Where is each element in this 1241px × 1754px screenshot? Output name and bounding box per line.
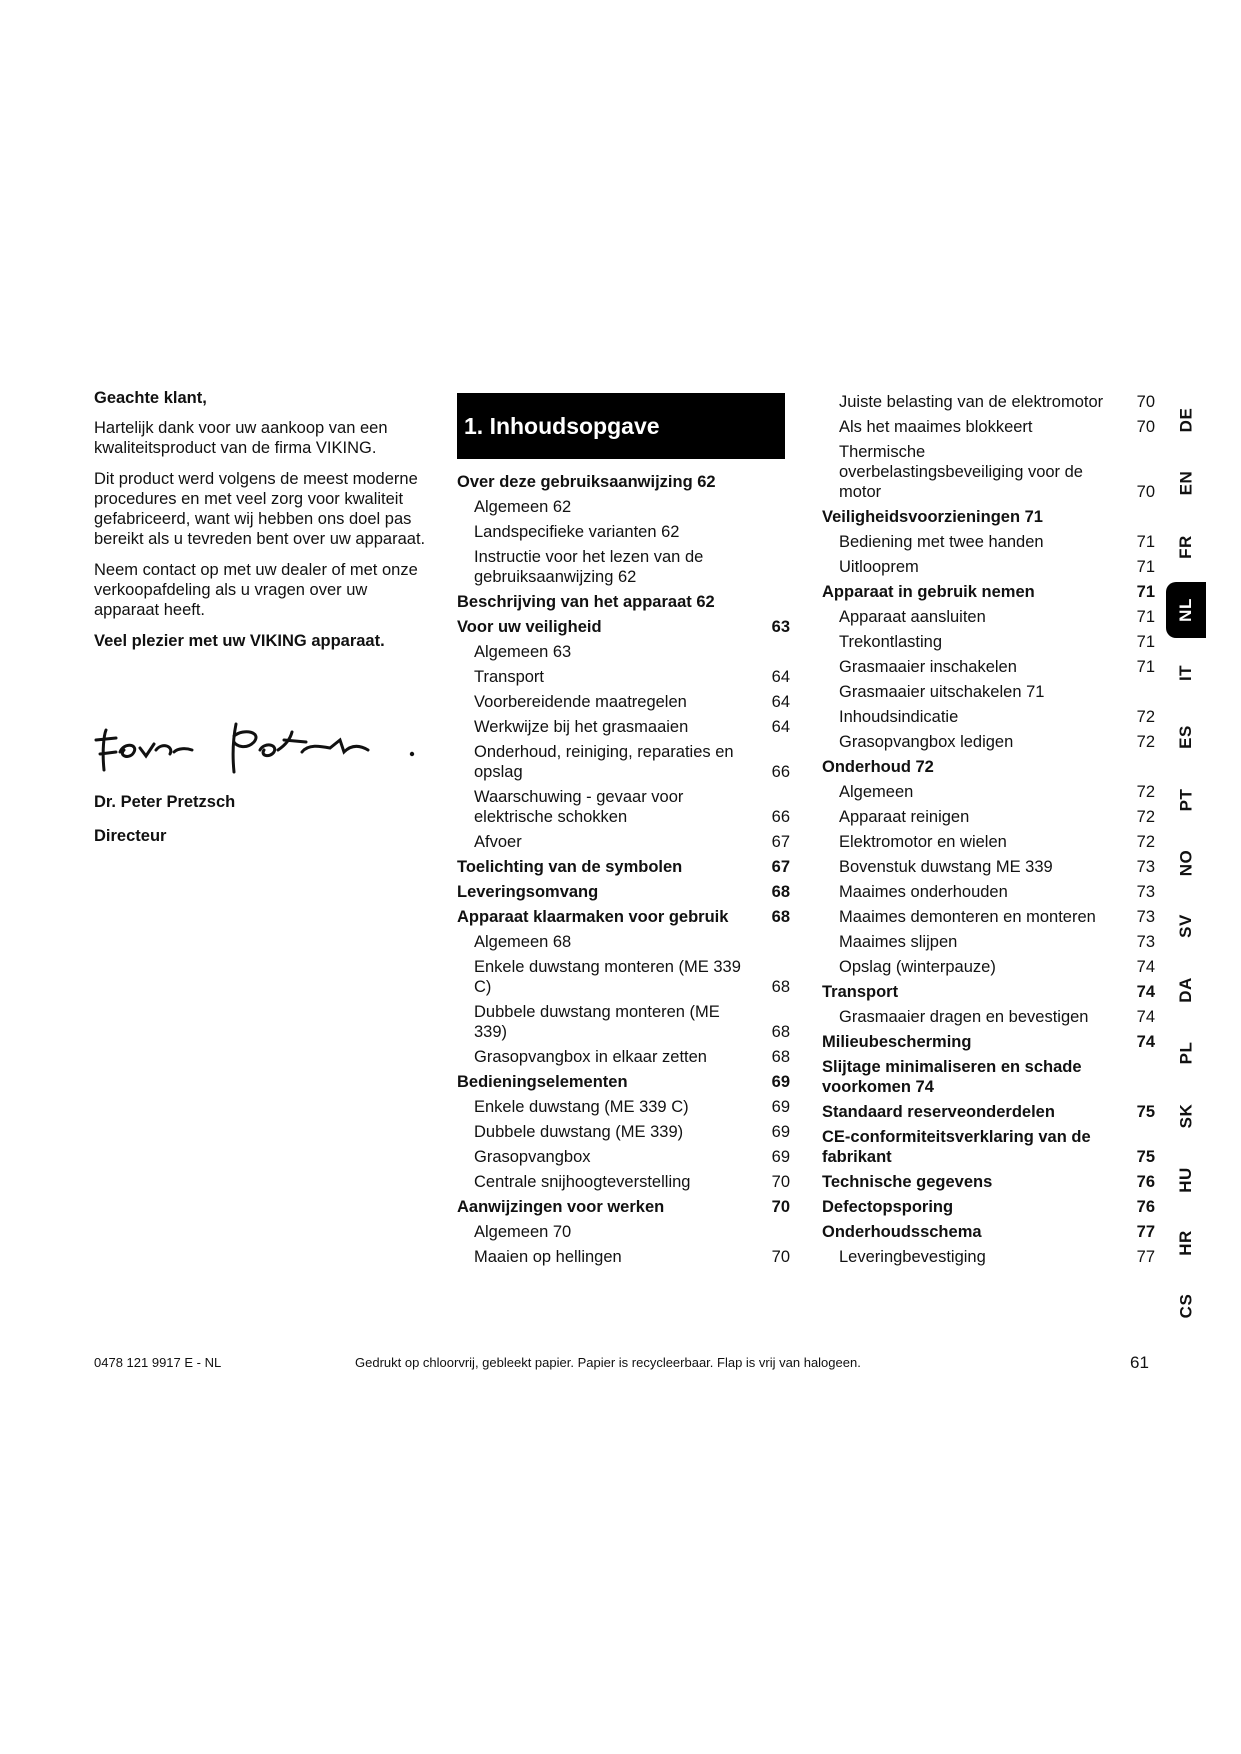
toc-entry-page: 70 [771,1173,790,1191]
toc-entry[interactable] [822,757,1155,777]
toc-entry-page: 77 [1136,1223,1155,1241]
toc-entry-page: 69 [771,1148,790,1166]
toc-entry-title: Dubbele duwstang (ME 339) [474,1123,684,1141]
toc-entry-page: 74 [1136,958,1155,976]
toc-entry-page: 69 [771,1073,790,1091]
toc-entry-page: 76 [1136,1173,1155,1191]
toc-entry[interactable] [822,557,1155,577]
toc-entry-page: 71 [1136,633,1155,651]
toc-entry-title: Bedieningselementen [457,1073,628,1091]
toc-entry-title: Toelichting van de symbolen [457,858,683,876]
language-tab-label: SV [1176,914,1195,938]
toc-entry-title: Afvoer [474,833,522,851]
toc-entry[interactable] [822,657,1155,677]
toc-entry-title: Leveringbevestiging [839,1248,986,1266]
toc-entry-page: 75 [1136,1148,1155,1166]
letter-paragraph: Dit product werd volgens de meest moderne procedures en met veel zorg voor kwaliteit gefabriceerd, want wij hebben ons doel pas bereikt als u tevreden bent over uw apparaat. [94,470,426,548]
toc-entry-title: Grasopvangbox in elkaar zetten [474,1048,707,1066]
toc-entry[interactable] [457,667,790,687]
language-tab-hu[interactable] [1166,1152,1206,1208]
toc-entry[interactable] [822,882,1155,902]
toc-entry[interactable] [822,417,1155,437]
toc-entry[interactable] [457,497,790,517]
toc-entry-page: 73 [1136,908,1155,926]
toc-entry-title: Apparaat aansluiten [839,608,986,626]
toc-entry[interactable] [457,692,790,712]
toc-entry-title: Inhoudsindicatie [839,708,959,726]
language-tab-it[interactable] [1166,645,1206,701]
toc-entry[interactable] [822,907,1155,927]
toc-entry[interactable] [822,1247,1155,1267]
toc-entry-title: Defectopsporing [822,1198,954,1216]
toc-entry[interactable] [822,532,1155,552]
toc-entry-title: Enkele duwstang monteren (ME 339 C) [474,958,741,996]
toc-entry-title: Thermische overbelastingsbeveiliging voor de motor [839,443,1083,501]
language-tab-label: IT [1175,664,1195,682]
language-tab-en[interactable] [1166,455,1206,511]
toc-entry[interactable] [457,882,790,902]
toc-entry[interactable] [822,632,1155,652]
toc-entry-title: Algemeen 62 [474,498,572,516]
toc-entry-page: 66 [771,808,790,826]
language-tab-label: NL [1175,598,1195,622]
toc-entry-title: Juiste belasting van de elektromotor [839,393,1104,411]
toc-entry-page: 70 [771,1198,790,1216]
toc-entry[interactable] [822,807,1155,827]
toc-entry-page: 64 [771,668,790,686]
toc-entry[interactable] [822,1007,1155,1027]
language-tab-label: DE [1176,407,1195,433]
toc-entry-title: Apparaat klaarmaken voor gebruik [457,908,729,926]
toc-entry-title: Apparaat reinigen [839,808,970,826]
toc-entry-title: Grasmaaier inschakelen [839,658,1017,676]
toc-entry[interactable] [822,392,1155,412]
page-number: 61 [1130,1353,1149,1372]
toc-entry[interactable] [457,1197,790,1217]
toc-entry-page: 69 [771,1123,790,1141]
language-tab-label: PL [1175,1041,1195,1065]
toc-entry[interactable] [457,742,790,782]
language-tab-label: DA [1176,977,1195,1003]
toc-entry-title: Algemeen 63 [474,643,572,661]
toc-entry-title: Over deze gebruiksaanwijzing 62 [457,473,716,491]
language-tab-da[interactable] [1166,962,1206,1018]
toc-entry-title: Aanwijzingen voor werken [457,1198,665,1216]
toc-entry[interactable] [457,1097,790,1117]
toc-entry-page: 73 [1136,933,1155,951]
toc-entry-title: Algemeen 70 [474,1223,572,1241]
toc-entry-page: 74 [1136,1033,1155,1051]
toc-entry[interactable] [457,832,790,852]
toc-entry[interactable] [457,617,790,637]
toc-entry[interactable] [457,547,790,587]
toc-entry-title: Apparaat in gebruik nemen [822,583,1035,601]
toc-entry-title: Opslag (winterpauze) [839,958,996,976]
toc-entry-page: 66 [771,763,790,781]
toc-entry-title: Bediening met twee handen [839,533,1044,551]
toc-entry-page: 72 [1136,833,1155,851]
toc-entry-page: 72 [1136,808,1155,826]
toc-entry-page: 71 [1136,558,1155,576]
toc-entry[interactable] [822,1057,1155,1097]
toc-entry-title: Onderhoud 72 [822,758,934,776]
toc-entry-title: Voorbereidende maatregelen [474,693,687,711]
toc-entry-title: Onderhoud, reiniging, reparaties en opslag [474,743,734,781]
letter-closing: Veel plezier met uw VIKING apparaat. [94,632,385,650]
language-tab-de[interactable] [1166,392,1206,448]
language-tab-sk[interactable] [1166,1088,1206,1144]
toc-entry[interactable] [822,1102,1155,1122]
toc-entry-title: Maaimes onderhouden [839,883,1008,901]
toc-entry[interactable] [822,582,1155,602]
toc-entry[interactable] [822,957,1155,977]
toc-entry-title: Grasopvangbox ledigen [839,733,1014,751]
toc-entry-page: 70 [1136,483,1155,501]
toc-entry-page: 67 [771,858,790,876]
language-tab-label: ES [1176,725,1195,749]
language-tab-pl[interactable] [1166,1025,1206,1081]
toc-entry[interactable] [822,782,1155,802]
toc-entry-page: 68 [771,1023,790,1041]
toc-entry-title: Milieubescherming [822,1033,972,1051]
toc-entry-page: 74 [1136,983,1155,1001]
toc-entry-page: 68 [771,1048,790,1066]
toc-entry[interactable] [457,1247,790,1267]
toc-entry[interactable] [457,907,790,927]
greeting: Geachte klant, [94,389,207,407]
toc-entry-page: 71 [1136,583,1155,601]
toc-entry-page: 70 [1136,393,1155,411]
language-tab-label: NO [1176,849,1195,877]
toc-entry-page: 71 [1136,658,1155,676]
toc-entry-title: Voor uw veiligheid [457,618,602,636]
toc-entry-page: 63 [771,618,790,636]
toc-entry[interactable] [457,592,790,612]
toc-entry[interactable] [457,1002,790,1042]
toc-title: 1. Inhoudsopgave [457,393,785,459]
toc-entry-title: Enkele duwstang (ME 339 C) [474,1098,689,1116]
toc-entry-page: 71 [1136,608,1155,626]
toc-entry-title: Slijtage minimaliseren en schade voorkomen 74 [822,1058,1082,1096]
toc-entry-page: 72 [1136,783,1155,801]
toc-entry[interactable] [822,1222,1155,1242]
toc-entry-title: Transport [822,983,899,1001]
toc-entry[interactable] [457,1072,790,1092]
toc-entry[interactable] [457,1222,790,1242]
toc-entry[interactable] [822,832,1155,852]
toc-entry-title: Leveringsomvang [457,883,599,901]
toc-entry-page: 73 [1136,883,1155,901]
language-tab-label: CS [1176,1293,1195,1319]
signer-name: Dr. Peter Pretzsch [94,793,236,811]
language-tab-es[interactable] [1166,709,1206,765]
toc-entry[interactable] [457,1047,790,1067]
toc-entry[interactable] [457,857,790,877]
toc-entry-page: 72 [1136,733,1155,751]
language-tab-label: PT [1175,788,1195,812]
toc-entry-page: 73 [1136,858,1155,876]
toc-entry-page: 72 [1136,708,1155,726]
toc-entry-title: Maaien op hellingen [474,1248,622,1266]
toc-entry[interactable] [822,507,1155,527]
toc-entry-page: 64 [771,718,790,736]
language-tab-label: FR [1175,535,1195,559]
toc-entry[interactable] [457,957,790,997]
language-tab-label: HU [1176,1167,1195,1193]
toc-entry-page: 75 [1136,1103,1155,1121]
toc-entry-title: Standaard reserveonderdelen [822,1103,1055,1121]
toc-entry-title: Onderhoudsschema [822,1223,982,1241]
toc-entry[interactable] [822,932,1155,952]
toc-entry-page: 68 [771,978,790,996]
toc-column-right [822,392,1155,1272]
toc-entry-page: 77 [1136,1248,1155,1266]
toc-entry-title: Centrale snijhoogteverstelling [474,1173,691,1191]
toc-entry-title: Algemeen 68 [474,933,572,951]
language-tab-label: EN [1176,470,1195,496]
letter-paragraph: Hartelijk dank voor uw aankoop van een kwaliteitsproduct van de firma VIKING. [94,419,388,457]
toc-entry-title: Grasopvangbox [474,1148,591,1166]
language-tab-nl[interactable] [1166,582,1206,638]
toc-entry-title: Dubbele duwstang monteren (ME 339) [474,1003,720,1041]
toc-entry[interactable] [822,442,1155,502]
toc-entry[interactable] [457,717,790,737]
toc-entry[interactable] [822,1172,1155,1192]
language-tab-label: SK [1176,1103,1195,1129]
toc-entry[interactable] [457,1172,790,1192]
toc-entry-page: 71 [1136,533,1155,551]
letter-paragraph: Neem contact op met uw dealer of met onze verkoopafdeling als u vragen over uw apparaat heeft. [94,561,418,619]
language-tab-label: HR [1176,1230,1195,1256]
toc-entry-title: Instructie voor het lezen van de gebruiksaanwijzing 62 [474,548,704,586]
toc-entry-title: Transport [474,668,544,686]
toc-entry[interactable] [822,682,1155,702]
toc-entry[interactable] [822,607,1155,627]
toc-column-middle [457,472,790,1272]
toc-entry-title: Algemeen [839,783,914,801]
language-tab-fr[interactable] [1166,519,1206,575]
toc-entry-page: 69 [771,1098,790,1116]
toc-entry-page: 70 [1136,418,1155,436]
toc-entry-title: Trekontlasting [839,633,943,651]
toc-entry[interactable] [822,732,1155,752]
toc-entry-page: 70 [771,1248,790,1266]
toc-entry-title: CE-conformiteitsverklaring van de fabrikant [822,1128,1091,1166]
toc-entry-title: Maaimes slijpen [839,933,958,951]
toc-entry-title: Waarschuwing - gevaar voor elektrische schokken [474,788,684,826]
toc-entry[interactable] [822,857,1155,877]
toc-entry[interactable] [457,1147,790,1167]
paper-note: Gedrukt op chloorvrij, gebleekt papier. Papier is recycleerbaar. Flap is vrij van halogeen. [355,1355,861,1370]
signature-image [94,710,424,790]
letter [94,388,434,662]
document-code: 0478 121 9917 E - NL [94,1355,222,1370]
toc-entry-page: 74 [1136,1008,1155,1026]
toc-entry-title: Technische gegevens [822,1173,993,1191]
toc-entry-title: Bovenstuk duwstang ME 339 [839,858,1053,876]
toc-entry-title: Werkwijze bij het grasmaaien [474,718,689,736]
toc-entry-title: Beschrijving van het apparaat 62 [457,593,715,611]
toc-entry[interactable] [822,1032,1155,1052]
signer-role: Directeur [94,827,167,845]
toc-entry-title: Veiligheidsvoorzieningen 71 [822,508,1043,526]
toc-entry-title: Grasmaaier uitschakelen 71 [839,683,1045,701]
toc-entry[interactable] [822,1127,1155,1167]
toc-entry[interactable] [822,982,1155,1002]
toc-entry-title: Maaimes demonteren en monteren [839,908,1096,926]
toc-entry[interactable] [457,1122,790,1142]
toc-entry-title: Landspecifieke varianten 62 [474,523,680,541]
language-tab-no[interactable] [1166,835,1206,891]
toc-entry-page: 76 [1136,1198,1155,1216]
language-tab-hr[interactable] [1166,1215,1206,1271]
toc-entry-title: Uitlooprem [839,558,919,576]
toc-entry[interactable] [457,642,790,662]
toc-entry-page: 64 [771,693,790,711]
language-tabs [1166,392,1206,1342]
toc-entry-page: 68 [771,908,790,926]
language-tab-cs[interactable] [1166,1278,1206,1334]
toc-entry-title: Elektromotor en wielen [839,833,1007,851]
toc-entry-title: Grasmaaier dragen en bevestigen [839,1008,1089,1026]
language-tab-sv[interactable] [1166,898,1206,954]
toc-entry[interactable] [822,707,1155,727]
toc-entry-page: 67 [771,833,790,851]
toc-entry-page: 68 [771,883,790,901]
toc-entry[interactable] [822,1197,1155,1217]
language-tab-pt[interactable] [1166,772,1206,828]
toc-entry[interactable] [457,787,790,827]
toc-entry[interactable] [457,932,790,952]
toc-entry-title: Als het maaimes blokkeert [839,418,1033,436]
toc-entry[interactable] [457,472,790,492]
toc-entry[interactable] [457,522,790,542]
